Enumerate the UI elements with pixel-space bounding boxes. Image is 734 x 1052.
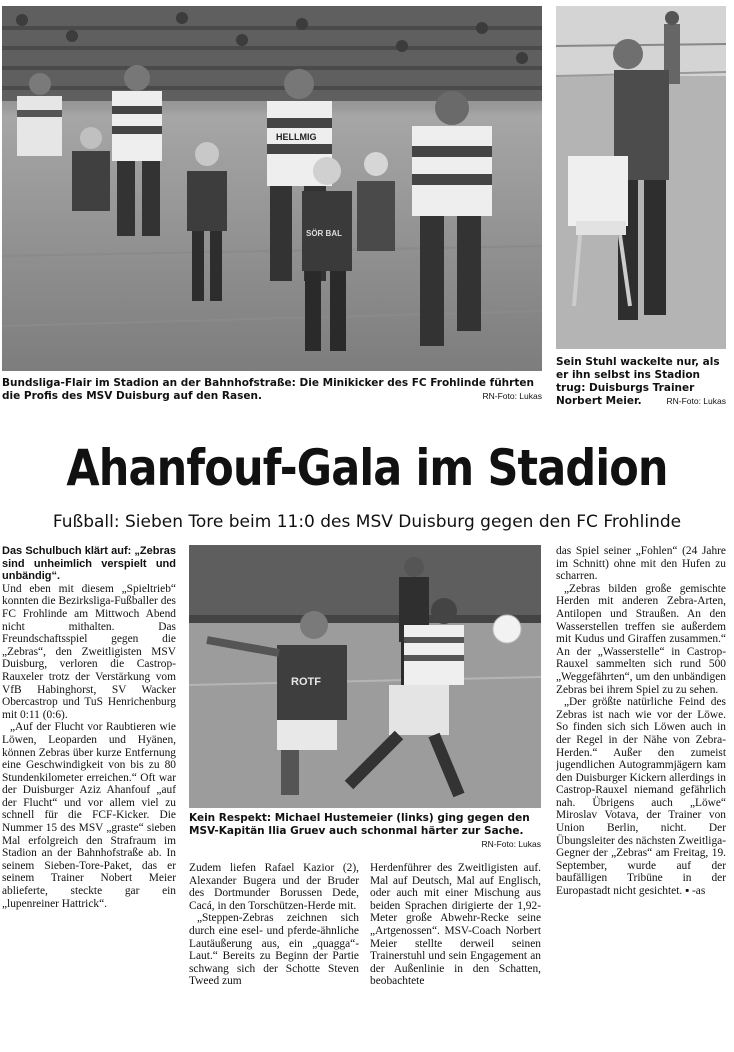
photo-team-walkout-caption-text: Bundsliga-Flair im Stadion an der Bahnhofstraße: Die Minikicker des FC Frohlinde führten die Profis des MSV Duisburg auf den Rasen. — [2, 377, 534, 402]
kid-shirt-text: SÖR BAL — [306, 229, 342, 238]
article-intro: Das Schulbuch klärt auf: „Zebras sind unheimlich verspielt und unbändig“. — [2, 545, 176, 583]
photo-tackle — [189, 545, 541, 808]
photo-team-walkout-credit: RN-Foto: Lukas — [482, 391, 542, 401]
photo-coach-chair-caption-text: Sein Stuhl wackelte nur, als er ihn selbst ins Stadion trug: Duisburgs Trainer Norbert Meier. — [556, 356, 720, 407]
article-paragraph: „Der größte natürliche Feind des Zebras ist nach wie vor der Löwe. So finden sich sich Löwen auch in der Regel in der Nähe von Zebra-Herden.“ Außer den zumeist jugendlichen Autogrammjägern kam den Duisburger Kickern allerdings in Castrop-Rauxel niemand gefährlich nah. Übrigens auch „Löwe“ Miroslav Votava, der Trainer von Union Berlin, nicht. Der Übungsleiter des nächsten Zweitliga-Gegner der „Zebras“ am Freitag, 19. September, wurde auf der baufälligen Tribüne in der Europastadt nicht gesichtet. — [556, 696, 726, 898]
photo-tackle-caption-text: Kein Respekt: Michael Hustemeier (links) ging gegen den MSV-Kapitän Ilia Gruev auch schonmal härter zur Sache. — [189, 812, 530, 837]
article-column-1 — [2, 545, 176, 1050]
article-paragraph: „Auf der Flucht vor Raubtieren wie Löwen, Leoparden und Hyänen, können Zebras über kurze Entfernung eine Geschwindigkeit von bis zu 80 Stundenkilometer erreichen.“ Oft war der Duisburger Aziz Ahanfouf „auf der Flucht“ und vor allem viel zu schnell für die FCF-Kicker. Die Nummer 15 des MSV „graste“ sieben Mal erfolgreich den Strafraum im Stadion an der Bahnhofstraße ab. In seinem Sieben-Tore-Paket, das er seinem Trainer Nobert Meier ablieferte, steckte gar ein „lupenreiner Hattrick“. — [2, 721, 176, 910]
photo-team-walkout-caption — [2, 377, 542, 403]
end-mark: ▪ — [685, 885, 690, 898]
photo-team-walkout-illustration — [2, 6, 542, 371]
photo-coach-chair-illustration — [556, 6, 726, 349]
article-paragraph: Und eben mit diesem „Spieltrieb“ konnten die Bezirksliga-Fußballer des FC Frohlinde am Mittwoch Abend nicht mithalten. Das Freundschaftsspiel gegen die „Zebras“, den Zweitligisten MSV Duisburg, verloren die Castrop-Rauxeler trotz der Verstärkung vom VfB Habinghorst, SV Wacker Obercastrop und TuS Henrichenburg mit 0:11 (0:6). — [2, 582, 176, 721]
article-subheadline: Fußball: Sieben Tore beim 11:0 des MSV Duisburg gegen den FC Frohlinde — [52, 512, 682, 532]
photo-coach-chair — [556, 6, 726, 349]
photo-tackle-credit: RN-Foto: Lukas — [481, 839, 541, 849]
article-paragraph: Herdenführer des Zweitligisten auf. Mal auf Deutsch, Mal auf Englisch, oder auch mit einer Mischung aus beiden Sprachen dirigierte der 1,92-Meter große Abwehr-Recke seine „Artgenossen“. MSV-Coach Norbert Meier stellte derweil seinen Trainerstuhl und sein Engagement an der Außenlinie in den Schatten, beobachtete — [370, 862, 541, 988]
photo-tackle-caption — [189, 812, 541, 851]
article-paragraph: das Spiel seiner „Fohlen“ (24 Jahre im Schnitt) ohne mit den Hufen zu scharren. — [556, 545, 726, 583]
photo-coach-chair-caption — [556, 356, 726, 408]
article-paragraph: „Steppen-Zebras zeichnen sich durch eine esel- und pferde-ähnliche Lautäußerung aus, ein „quagga“-Laut.“ Bereits zu Beginn der Partie schwang sich der Schotte Steven Tweed zum — [189, 912, 359, 988]
article-headline: Ahanfouf-Gala im Stadion — [66, 439, 668, 497]
photo-coach-chair-credit: RN-Foto: Lukas — [666, 396, 726, 406]
author-tag: -as — [691, 885, 706, 898]
article-paragraph: „Zebras bilden große gemischte Herden mit anderen Zebra-Arten, Antilopen und Straußen. An den Wasserstellen treffen sie außerdem mit Kudus und Giraffen zusammen.“ An der „Wasserstelle“ in Castrop-Rauxel sammelten sich rund 500 „Weggefährten“, um den unbändigen Zebras bei ihrem Spiel zu zu sehen. — [556, 582, 726, 696]
article-column-4 — [556, 545, 726, 1050]
shirt-sponsor-text: HELLMIG — [276, 132, 317, 142]
photo-team-walkout — [2, 6, 542, 371]
article-column-3 — [370, 862, 541, 1048]
article-paragraph: Zudem liefen Rafael Kazior (2), Alexander Bugera und der Bruder des Dortmunder Borussen Dede, Cacá, in den Torschützen-Herde mit. — [189, 862, 359, 912]
tackle-shirt-text: ROTF — [291, 676, 321, 688]
photo-tackle-illustration — [189, 545, 541, 808]
article-column-2 — [189, 862, 359, 1048]
